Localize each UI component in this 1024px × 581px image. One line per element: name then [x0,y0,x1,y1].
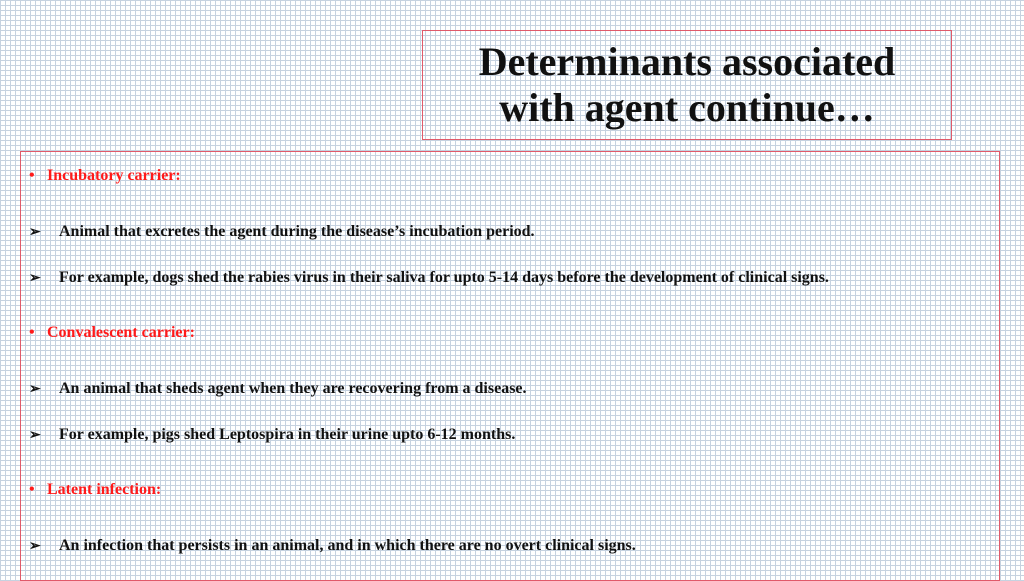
title-box [422,30,952,140]
list-item [21,536,636,557]
bullet-icon: • [29,324,35,341]
list-item-text: An infection that persists in an animal, and in which there are no overt clinical signs. [59,537,636,554]
arrow-bullet-icon: ➢ [29,428,41,443]
list-item [21,268,829,289]
arrow-bullet-icon: ➢ [29,382,41,397]
section-heading-label: Incubatory carrier: [47,167,181,184]
section-heading-label: Latent infection: [47,481,162,498]
list-item [21,425,515,446]
list-item-text: For example, dogs shed the rabies virus in their saliva for upto 5-14 days before the development of clinical signs. [59,269,829,286]
arrow-bullet-icon: ➢ [29,539,41,554]
arrow-bullet-icon: ➢ [29,225,41,240]
bullet-icon: • [29,481,35,498]
slide-title [479,39,896,131]
bullet-icon: • [29,167,35,184]
section-heading-incubatory [21,166,181,186]
list-item-text: Animal that excretes the agent during the disease’s incubation period. [59,223,535,240]
slide-title-line-2: with agent continue… [499,85,875,130]
list-item [21,379,527,400]
list-item [21,222,535,243]
content-box [20,151,1000,581]
arrow-bullet-icon: ➢ [29,271,41,286]
slide-title-line-1: Determinants associated [478,39,896,84]
section-heading-latent [21,480,161,500]
section-heading-label: Convalescent carrier: [47,324,195,341]
list-item-text: An animal that sheds agent when they are recovering from a disease. [59,380,527,397]
section-heading-convalescent [21,323,195,343]
list-item-text: For example, pigs shed Leptospira in their urine upto 6-12 months. [59,426,516,443]
